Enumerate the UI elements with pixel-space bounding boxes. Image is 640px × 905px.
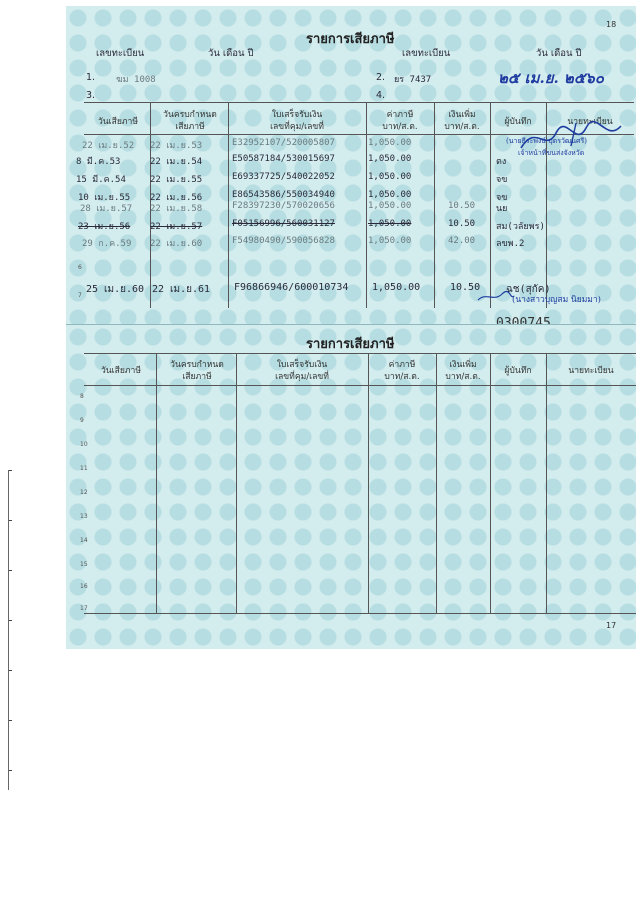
cell-due: 22 เม.ย.60 <box>150 239 203 249</box>
cell-surcharge: 10.50 <box>448 219 476 229</box>
row-number: 9 <box>80 417 84 424</box>
header-registrar: นายทะเบียน <box>568 366 614 376</box>
header-recorder: ผู้บันทึก <box>504 117 532 127</box>
cell-tax: 1,050.00 <box>368 201 412 211</box>
cell-recorder: จข <box>496 193 508 203</box>
header-recorder: ผู้บันทึก <box>504 366 532 376</box>
cell-recorder: จข <box>496 175 508 185</box>
header-tax-1: ค่าภาษี <box>386 110 414 120</box>
table-top-rule <box>84 102 634 103</box>
section-title: รายการเสียภาษี <box>306 337 395 352</box>
header-due-date-1: วันครบกำหนด <box>163 110 217 120</box>
reg-1-plate: ฆม 1008 <box>116 75 156 85</box>
reg-2-plate: ยร 7437 <box>394 75 432 85</box>
cell-paid: 29 ก.ค.59 <box>82 239 132 249</box>
cell-tax: 1,050.00 <box>372 282 421 293</box>
cell-receipt: F05156996/560031127 <box>232 219 335 229</box>
cell-paid: 15 มี.ค.54 <box>76 175 126 185</box>
cell-receipt: E32952107/520005807 <box>232 138 335 148</box>
header-due-date-1: วันครบกำหนด <box>170 360 224 370</box>
tax-record-page-bottom <box>66 324 636 649</box>
header-paid-date: วันเสียภาษี <box>100 366 142 376</box>
cell-tax: 1,050.00 <box>368 190 412 200</box>
signature-name: (นางสาวบุญสม นิยมมา) <box>512 295 602 305</box>
cell-recorder: นย <box>496 204 508 214</box>
col-divider <box>156 353 157 613</box>
row-number: 10 <box>80 441 88 448</box>
cell-paid: 23 เม.ย.56 <box>78 222 131 232</box>
signature-scribble <box>516 118 626 158</box>
row-number: 16 <box>80 583 88 590</box>
page-number: 18 <box>606 20 617 29</box>
reg-4-number: 4. <box>376 90 386 101</box>
tax-record-page-top <box>66 6 636 324</box>
cell-due: 22 เม.ย.54 <box>150 157 203 167</box>
cell-paid: 10 เม.ย.55 <box>78 193 131 203</box>
cell-recorder: ฉช(สุกัค) <box>506 284 551 295</box>
col-divider <box>436 353 437 613</box>
header-tax-2: บาท/ส.ต. <box>384 372 420 382</box>
date-header-left: วัน เดือน ปี <box>208 48 254 59</box>
header-due-date-2: เสียภาษี <box>182 372 212 382</box>
col-divider <box>236 353 237 613</box>
reg-2-date: ๒๕ เม.ย. ๒๕๖๐ <box>498 69 604 87</box>
cell-tax: 1,050.00 <box>368 172 412 182</box>
cell-due: 22 เม.ย.55 <box>150 175 203 185</box>
cell-receipt: E69337725/540022052 <box>232 172 335 182</box>
row-number: 7 <box>78 292 82 299</box>
cell-due: 22 เม.ย.57 <box>150 222 203 232</box>
officer-stamp-title: เจ้าหน้าที่ขนส่งจังหวัด <box>518 149 585 157</box>
reg-3-number: 3. <box>86 90 96 101</box>
cell-due: 22 เม.ย.58 <box>150 204 203 214</box>
header-receipt-1: ใบเสร็จรับเงิน <box>271 110 323 120</box>
cell-surcharge: 10.50 <box>448 201 476 211</box>
cell-due: 22 เม.ย.53 <box>150 141 203 151</box>
col-divider <box>490 353 491 613</box>
plate-header-left: เลขทะเบียน <box>96 48 145 59</box>
row-number: 15 <box>80 561 88 568</box>
cell-tax: 1,050.00 <box>368 219 412 229</box>
header-registrar: นายทะเบียน <box>567 117 613 127</box>
row-number: 11 <box>80 465 88 472</box>
header-receipt-2: เลขที่คุม/เลขที่ <box>275 372 329 382</box>
header-paid-date: วันเสียภาษี <box>97 117 139 127</box>
row-number: 6 <box>78 264 82 271</box>
header-tax-2: บาท/ส.ต. <box>382 122 418 132</box>
header-receipt-2: เลขที่คุม/เลขที่ <box>270 122 324 132</box>
table-bottom-rule <box>84 613 636 614</box>
page-number: 17 <box>606 621 617 630</box>
reg-2-number: 2. <box>376 72 386 83</box>
cell-receipt: E86543586/550034940 <box>232 190 335 200</box>
row-number: 14 <box>80 537 88 544</box>
cell-paid: 28 เม.ย.57 <box>80 204 133 214</box>
cell-surcharge: 42.00 <box>448 236 476 246</box>
section-title: รายการเสียภาษี <box>306 32 395 47</box>
table-header-rule <box>84 385 636 386</box>
header-due-date-2: เสียภาษี <box>175 122 205 132</box>
cell-due: 22 เม.ย.61 <box>152 284 211 295</box>
cell-receipt: F54980490/590056828 <box>232 236 335 246</box>
cell-recorder: ตง <box>496 157 507 167</box>
cell-tax: 1,050.00 <box>368 236 412 246</box>
date-header-right: วัน เดือน ปี <box>536 48 582 59</box>
cell-paid: 22 เม.ย.52 <box>82 141 135 151</box>
plate-header-right: เลขทะเบียน <box>402 48 451 59</box>
col-divider <box>546 353 547 613</box>
row-number: 8 <box>80 393 84 400</box>
cell-receipt: E50587184/530015697 <box>232 154 335 164</box>
cell-paid: 8 มี.ค.53 <box>76 157 121 167</box>
cell-recorder: ลขพ.2 <box>496 239 525 249</box>
row-number: 12 <box>80 489 88 496</box>
row-number: 17 <box>80 605 88 612</box>
header-surcharge-2: บาท/ส.ต. <box>444 122 480 132</box>
officer-stamp-name: (นายธีระพงษ์ บุตรวัฒนศรี) <box>506 137 587 145</box>
row-number: 13 <box>80 513 88 520</box>
cell-due: 22 เม.ย.56 <box>150 193 203 203</box>
cell-tax: 1,050.00 <box>368 138 412 148</box>
cell-recorder: สม(วลัยพร) <box>496 222 545 232</box>
reg-1-number: 1. <box>86 72 96 83</box>
header-surcharge-1: เงินเพิ่ม <box>449 360 477 370</box>
col-divider <box>490 102 491 308</box>
col-divider <box>368 353 369 613</box>
cell-receipt: F28397230/570020656 <box>232 201 335 211</box>
signature-mark <box>476 290 516 304</box>
cell-receipt: F96866946/600010734 <box>234 282 349 293</box>
table-top-rule <box>84 353 636 354</box>
header-tax-1: ค่าภาษี <box>388 360 416 370</box>
header-surcharge-2: บาท/ส.ต. <box>445 372 481 382</box>
cell-tax: 1,050.00 <box>368 154 412 164</box>
cell-surcharge: 10.50 <box>450 282 481 293</box>
header-surcharge-1: เงินเพิ่ม <box>448 110 476 120</box>
cell-paid: 25 เม.ย.60 <box>86 284 145 295</box>
header-receipt-1: ใบเสร็จรับเงิน <box>276 360 328 370</box>
